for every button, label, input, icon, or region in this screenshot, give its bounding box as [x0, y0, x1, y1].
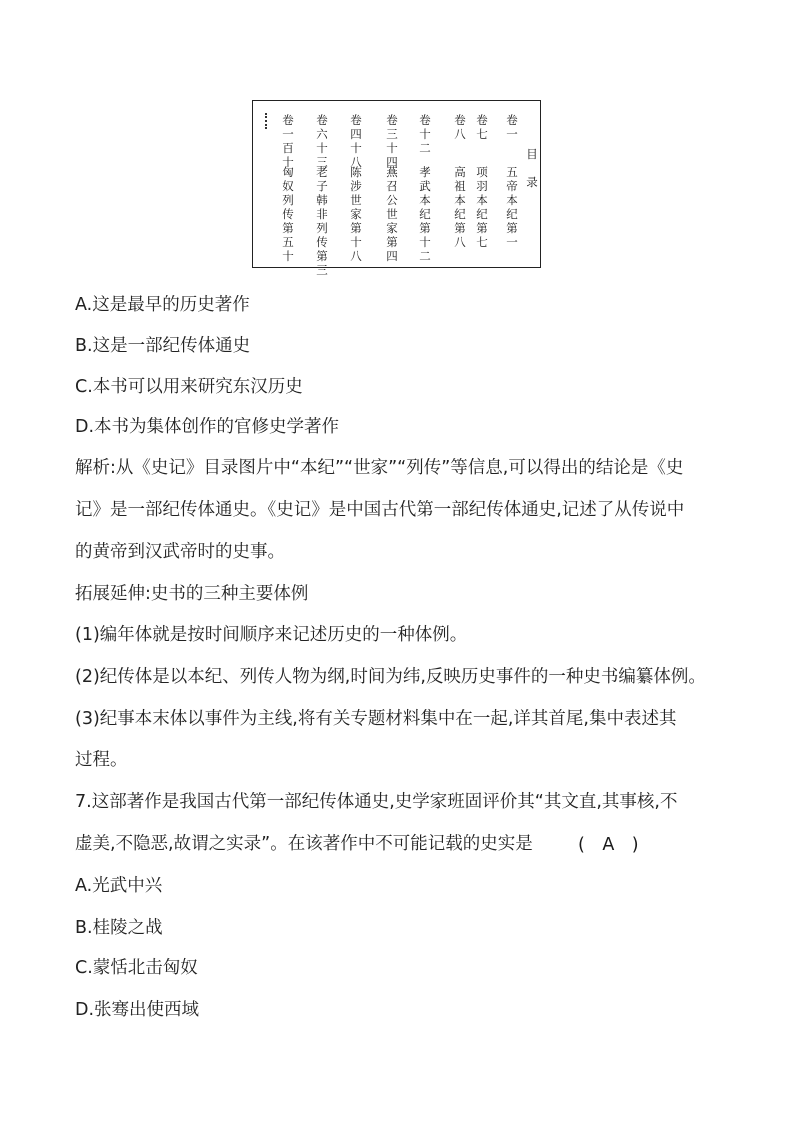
- text-line: 解析:从《史记》目录图片中“本纪”“世家”“列传”等信息,可以得出的结论是《史: [75, 458, 684, 478]
- text-line: 7.这部著作是我国古代第一部纪传体通史,史学家班固评价其“其文直,其事核,不: [75, 792, 678, 812]
- text-line: D.本书为集体创作的官修史学著作: [75, 417, 340, 437]
- toc-chapter: 孝 武 本 纪 第 十 二: [419, 165, 431, 263]
- toc-volume: 卷 六 十 三: [316, 113, 328, 169]
- text-line: D.张骞出使西域: [75, 1000, 200, 1020]
- text-line: B.桂陵之战: [75, 918, 163, 938]
- toc-chapter: 陈 涉 世 家 第 十 八: [350, 165, 362, 263]
- toc-chapter: 高 祖 本 纪 第 八: [454, 165, 466, 249]
- toc-volume: 卷 一: [506, 113, 518, 141]
- text-line: C.本书可以用来研究东汉历史: [75, 377, 303, 397]
- text-line: 过程。: [75, 750, 128, 770]
- toc-chapter: 匈 奴 列 传 第 五 十: [282, 165, 294, 263]
- toc-volume: 卷 三 十 四: [386, 113, 398, 169]
- toc-volume: 卷 一 百 十: [282, 113, 294, 169]
- toc-volume: 卷 七: [476, 113, 488, 141]
- toc-chapter: 项 羽 本 纪 第 七: [476, 165, 488, 249]
- text-line: 拓展延伸:史书的三种主要体例: [75, 584, 309, 604]
- table-of-contents-box: [252, 100, 541, 277]
- toc-title: 目 录: [526, 147, 538, 189]
- text-line: (3)纪事本末体以事件为主线,将有关专题材料集中在一起,详其首尾,集中表述其: [75, 709, 677, 729]
- text-line: A.光武中兴: [75, 876, 163, 896]
- toc-chapter: 燕 召 公 世 家 第 四: [386, 165, 398, 263]
- toc-volume: 卷 八: [454, 113, 466, 141]
- text-line: 记》是一部纪传体通史。《史记》是中国古代第一部纪传体通史,记述了从传说中: [75, 500, 685, 520]
- toc-chapter: 老 子 韩 非 列 传 第 三: [316, 165, 328, 277]
- text-line: 的黄帝到汉武帝时的史事。: [75, 542, 285, 562]
- text-line: (1)编年体就是按时间顺序来记述历史的一种体例。: [75, 625, 468, 645]
- text-line: B.这是一部纪传体通史: [75, 336, 251, 356]
- toc-chapter: 五 帝 本 纪 第 一: [506, 165, 518, 249]
- text-line: A.这是最早的历史著作: [75, 295, 250, 315]
- text-line: C.蒙恬北击匈奴: [75, 958, 198, 978]
- ellipsis-marker: [265, 113, 270, 129]
- text-line: 虚美,不隐恶,故谓之实录”。在该著作中不可能记载的史实是: [75, 834, 533, 854]
- toc-volume: 卷 十 二: [419, 113, 431, 155]
- toc-volume: 卷 四 十 八: [350, 113, 362, 169]
- answer-bracket: ( A ): [578, 835, 639, 855]
- text-line: (2)纪传体是以本纪、列传人物为纲,时间为纬,反映历史事件的一种史书编纂体例。: [75, 667, 706, 687]
